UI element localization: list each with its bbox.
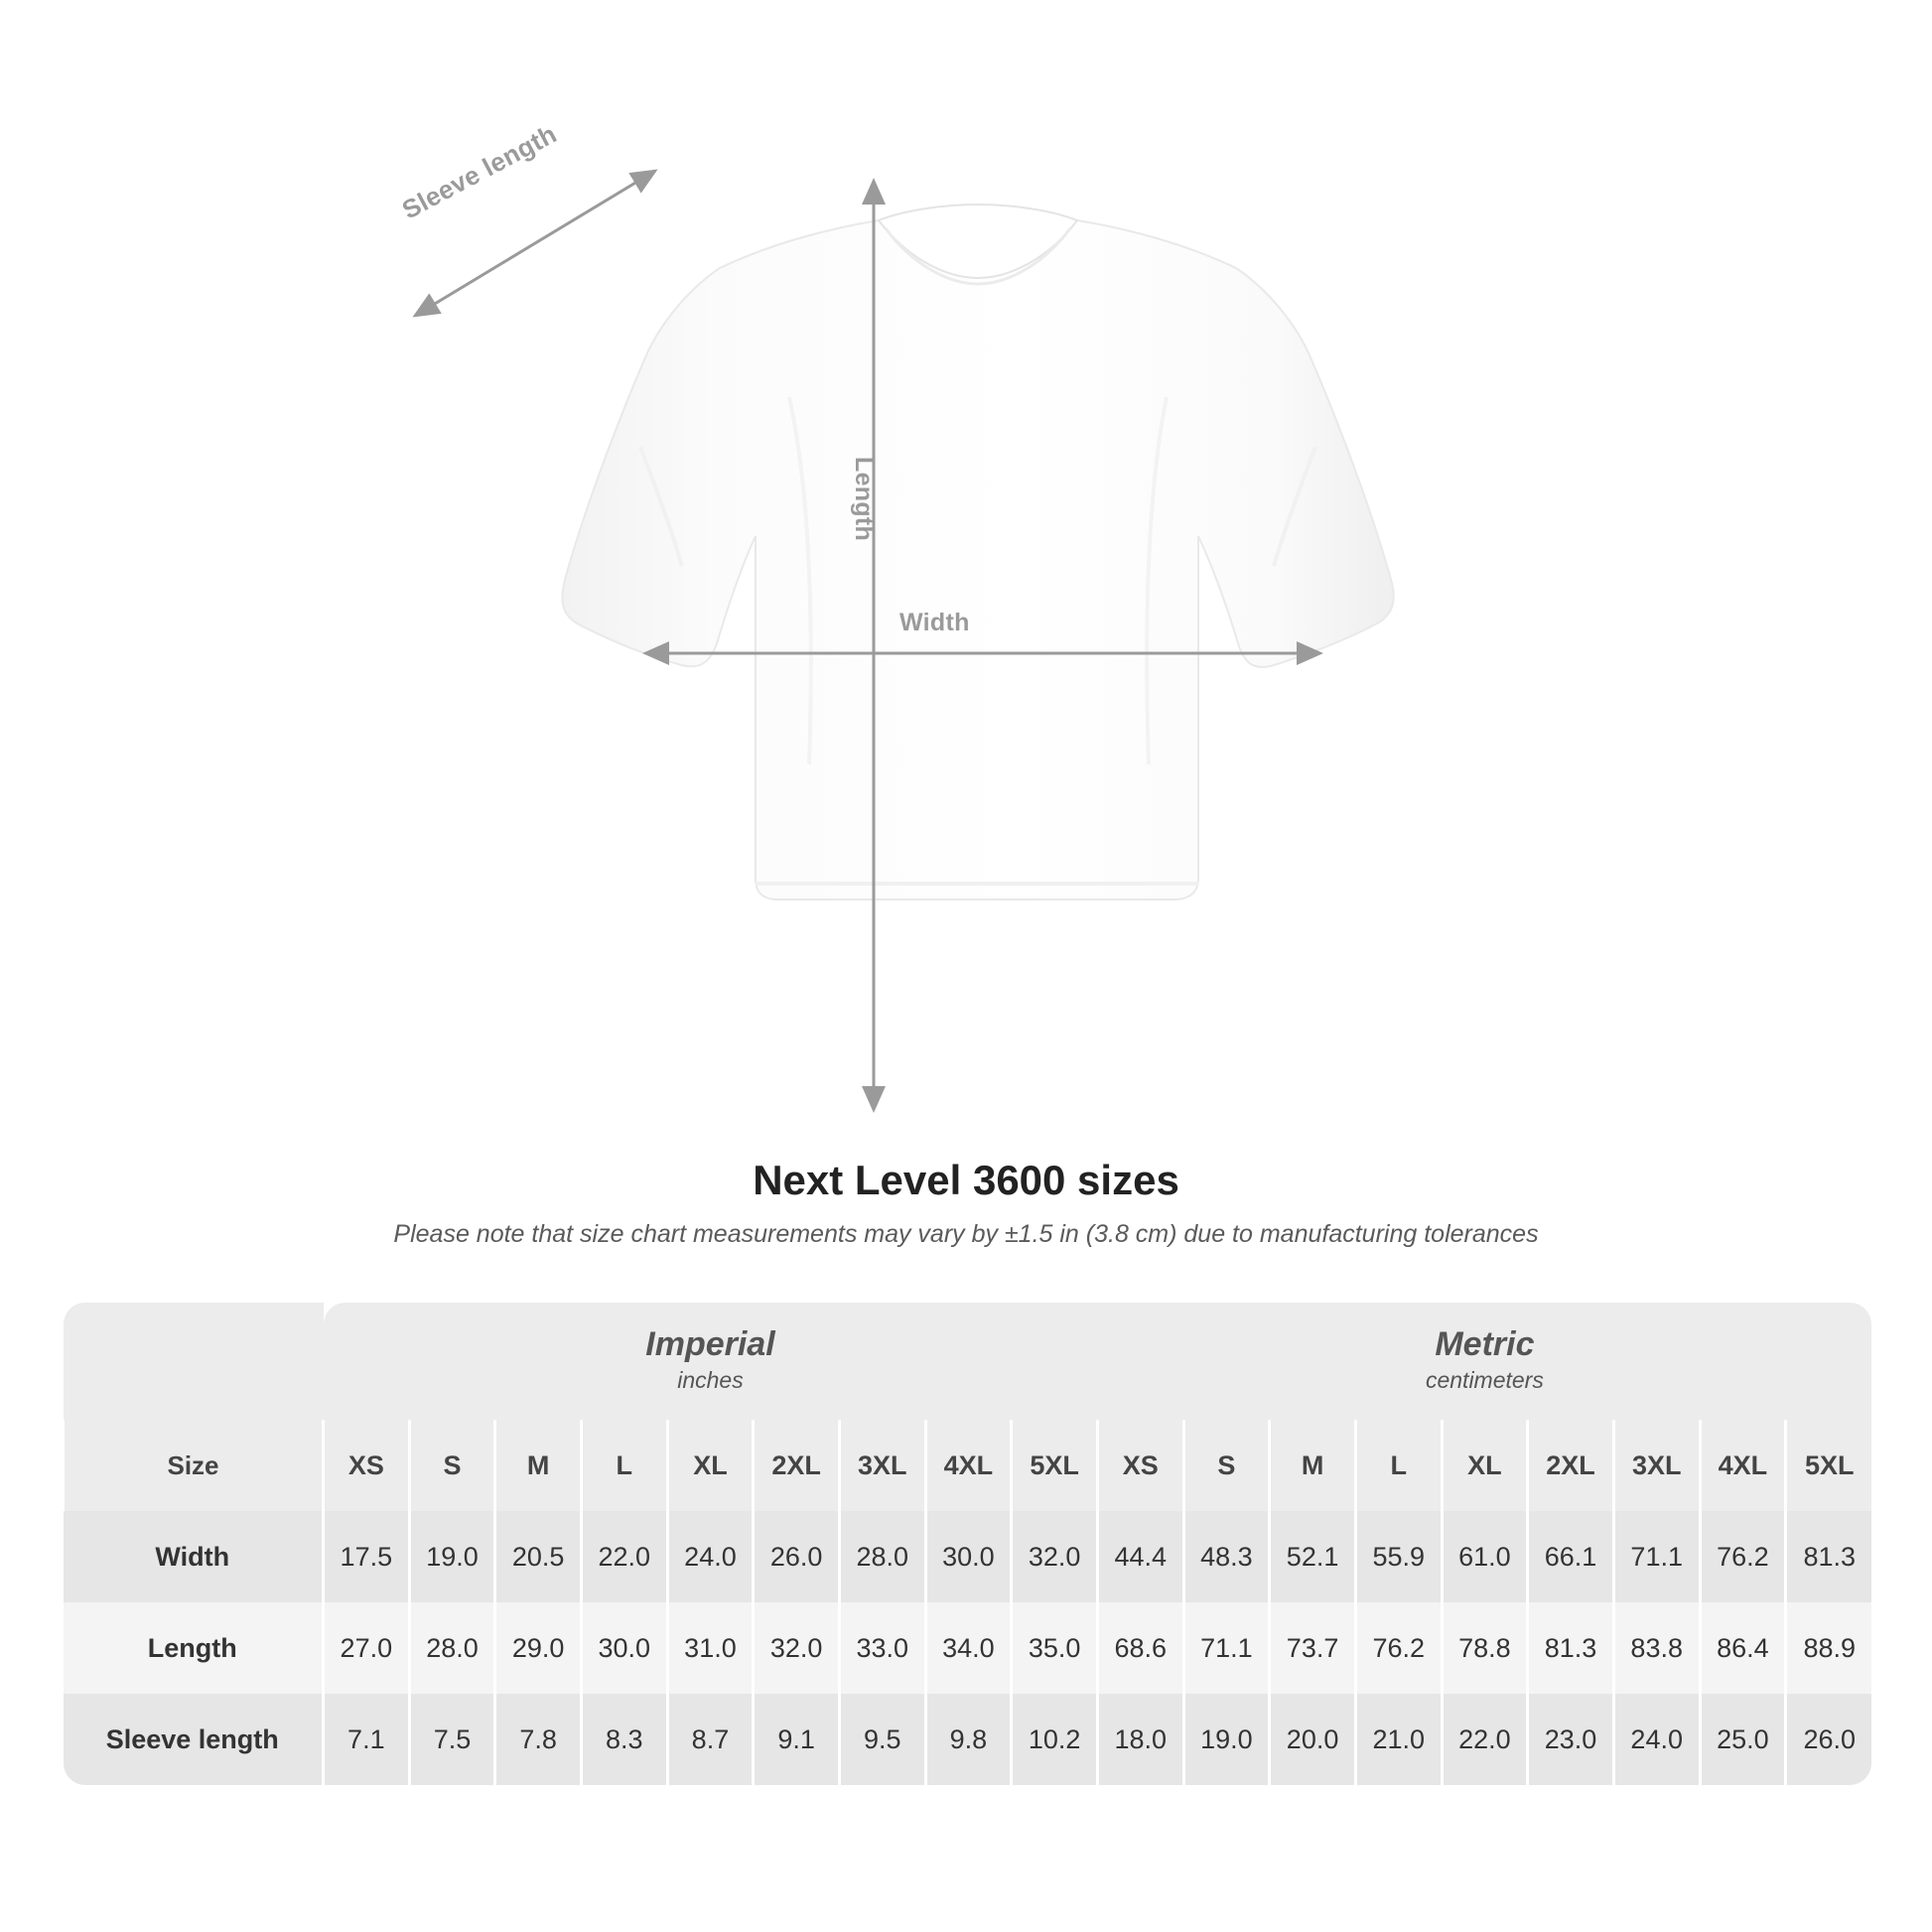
cell-sleeve-metric-m: 20.0 — [1270, 1694, 1356, 1785]
table-corner-cell — [64, 1303, 324, 1420]
size-header-metric-s: S — [1183, 1420, 1270, 1511]
cell-length-metric-4xl: 86.4 — [1700, 1602, 1786, 1694]
size-header-metric-xl: XL — [1442, 1420, 1528, 1511]
size-header-imperial-2xl: 2XL — [754, 1420, 840, 1511]
cell-sleeve-metric-xl: 22.0 — [1442, 1694, 1528, 1785]
width-label: Width — [899, 609, 970, 636]
sleeve-length-label: Sleeve length — [397, 118, 562, 225]
cell-length-imperial-3xl: 33.0 — [839, 1602, 925, 1694]
size-header-imperial-s: S — [409, 1420, 495, 1511]
length-label: Length — [850, 457, 878, 542]
size-header-label: Size — [64, 1420, 324, 1511]
cell-sleeve-imperial-4xl: 9.8 — [925, 1694, 1012, 1785]
cell-sleeve-metric-xs: 18.0 — [1097, 1694, 1183, 1785]
cell-length-imperial-4xl: 34.0 — [925, 1602, 1012, 1694]
table-row — [64, 1511, 1872, 1602]
cell-width-metric-m: 52.1 — [1270, 1511, 1356, 1602]
size-header-row — [64, 1420, 1872, 1511]
cell-sleeve-imperial-s: 7.5 — [409, 1694, 495, 1785]
cell-width-imperial-4xl: 30.0 — [925, 1511, 1012, 1602]
cell-sleeve-imperial-m: 7.8 — [495, 1694, 582, 1785]
size-header-imperial-4xl: 4XL — [925, 1420, 1012, 1511]
cell-sleeve-metric-4xl: 25.0 — [1700, 1694, 1786, 1785]
cell-width-metric-3xl: 71.1 — [1613, 1511, 1700, 1602]
unit-header-row — [64, 1303, 1872, 1420]
row-label-width: Width — [64, 1511, 324, 1602]
cell-sleeve-metric-s: 19.0 — [1183, 1694, 1270, 1785]
cell-width-imperial-xs: 17.5 — [324, 1511, 410, 1602]
size-header-metric-4xl: 4XL — [1700, 1420, 1786, 1511]
cell-sleeve-metric-l: 21.0 — [1355, 1694, 1442, 1785]
size-header-imperial-5xl: 5XL — [1012, 1420, 1098, 1511]
cell-length-imperial-2xl: 32.0 — [754, 1602, 840, 1694]
unit-group-metric-name: Metric — [1435, 1325, 1535, 1364]
title-block — [0, 1157, 1932, 1249]
cell-sleeve-imperial-3xl: 9.5 — [839, 1694, 925, 1785]
cell-sleeve-imperial-xs: 7.1 — [324, 1694, 410, 1785]
row-label-sleeve-length: Sleeve length — [64, 1694, 324, 1785]
size-header-metric-5xl: 5XL — [1786, 1420, 1872, 1511]
cell-sleeve-imperial-5xl: 10.2 — [1012, 1694, 1098, 1785]
size-header-imperial-m: M — [495, 1420, 582, 1511]
cell-length-imperial-5xl: 35.0 — [1012, 1602, 1098, 1694]
cell-width-imperial-xl: 24.0 — [667, 1511, 754, 1602]
cell-sleeve-metric-5xl: 26.0 — [1786, 1694, 1872, 1785]
cell-width-imperial-s: 19.0 — [409, 1511, 495, 1602]
row-label-length: Length — [64, 1602, 324, 1694]
cell-length-imperial-m: 29.0 — [495, 1602, 582, 1694]
table-row — [64, 1694, 1872, 1785]
unit-group-metric — [1097, 1303, 1871, 1420]
unit-group-imperial-name: Imperial — [645, 1325, 775, 1364]
cell-width-imperial-2xl: 26.0 — [754, 1511, 840, 1602]
page-title: Next Level 3600 sizes — [753, 1157, 1179, 1203]
cell-length-imperial-xl: 31.0 — [667, 1602, 754, 1694]
cell-width-metric-xs: 44.4 — [1097, 1511, 1183, 1602]
cell-length-metric-5xl: 88.9 — [1786, 1602, 1872, 1694]
cell-length-metric-xl: 78.8 — [1442, 1602, 1528, 1694]
cell-length-metric-2xl: 81.3 — [1528, 1602, 1614, 1694]
cell-length-imperial-xs: 27.0 — [324, 1602, 410, 1694]
cell-length-metric-3xl: 83.8 — [1613, 1602, 1700, 1694]
size-header-metric-m: M — [1270, 1420, 1356, 1511]
size-header-imperial-xl: XL — [667, 1420, 754, 1511]
tolerance-note: Please note that size chart measurements may vary by ±1.5 in (3.8 cm) due to manufacturing tolerances — [393, 1220, 1539, 1248]
cell-width-imperial-l: 22.0 — [581, 1511, 667, 1602]
size-header-imperial-xs: XS — [324, 1420, 410, 1511]
cell-width-metric-l: 55.9 — [1355, 1511, 1442, 1602]
cell-length-metric-xs: 68.6 — [1097, 1602, 1183, 1694]
size-header-metric-l: L — [1355, 1420, 1442, 1511]
cell-sleeve-imperial-xl: 8.7 — [667, 1694, 754, 1785]
cell-width-metric-xl: 61.0 — [1442, 1511, 1528, 1602]
cell-width-imperial-5xl: 32.0 — [1012, 1511, 1098, 1602]
size-chart-table — [62, 1303, 1871, 1785]
cell-length-metric-l: 76.2 — [1355, 1602, 1442, 1694]
size-header-metric-2xl: 2XL — [1528, 1420, 1614, 1511]
unit-group-imperial-sub: inches — [677, 1367, 744, 1394]
cell-length-imperial-l: 30.0 — [581, 1602, 667, 1694]
cell-sleeve-imperial-l: 8.3 — [581, 1694, 667, 1785]
unit-group-metric-sub: centimeters — [1425, 1367, 1544, 1394]
size-header-imperial-l: L — [581, 1420, 667, 1511]
table-row — [64, 1602, 1872, 1694]
cell-length-metric-m: 73.7 — [1270, 1602, 1356, 1694]
cell-width-metric-4xl: 76.2 — [1700, 1511, 1786, 1602]
size-header-metric-3xl: 3XL — [1613, 1420, 1700, 1511]
cell-length-metric-s: 71.1 — [1183, 1602, 1270, 1694]
cell-sleeve-imperial-2xl: 9.1 — [754, 1694, 840, 1785]
size-header-imperial-3xl: 3XL — [839, 1420, 925, 1511]
cell-sleeve-metric-3xl: 24.0 — [1613, 1694, 1700, 1785]
cell-sleeve-metric-2xl: 23.0 — [1528, 1694, 1614, 1785]
size-header-metric-xs: XS — [1097, 1420, 1183, 1511]
cell-width-metric-2xl: 66.1 — [1528, 1511, 1614, 1602]
cell-width-imperial-m: 20.5 — [495, 1511, 582, 1602]
cell-width-imperial-3xl: 28.0 — [839, 1511, 925, 1602]
cell-width-metric-s: 48.3 — [1183, 1511, 1270, 1602]
cell-length-imperial-s: 28.0 — [409, 1602, 495, 1694]
size-chart-table-wrap — [62, 1303, 1870, 1785]
unit-group-imperial — [324, 1303, 1098, 1420]
cell-width-metric-5xl: 81.3 — [1786, 1511, 1872, 1602]
